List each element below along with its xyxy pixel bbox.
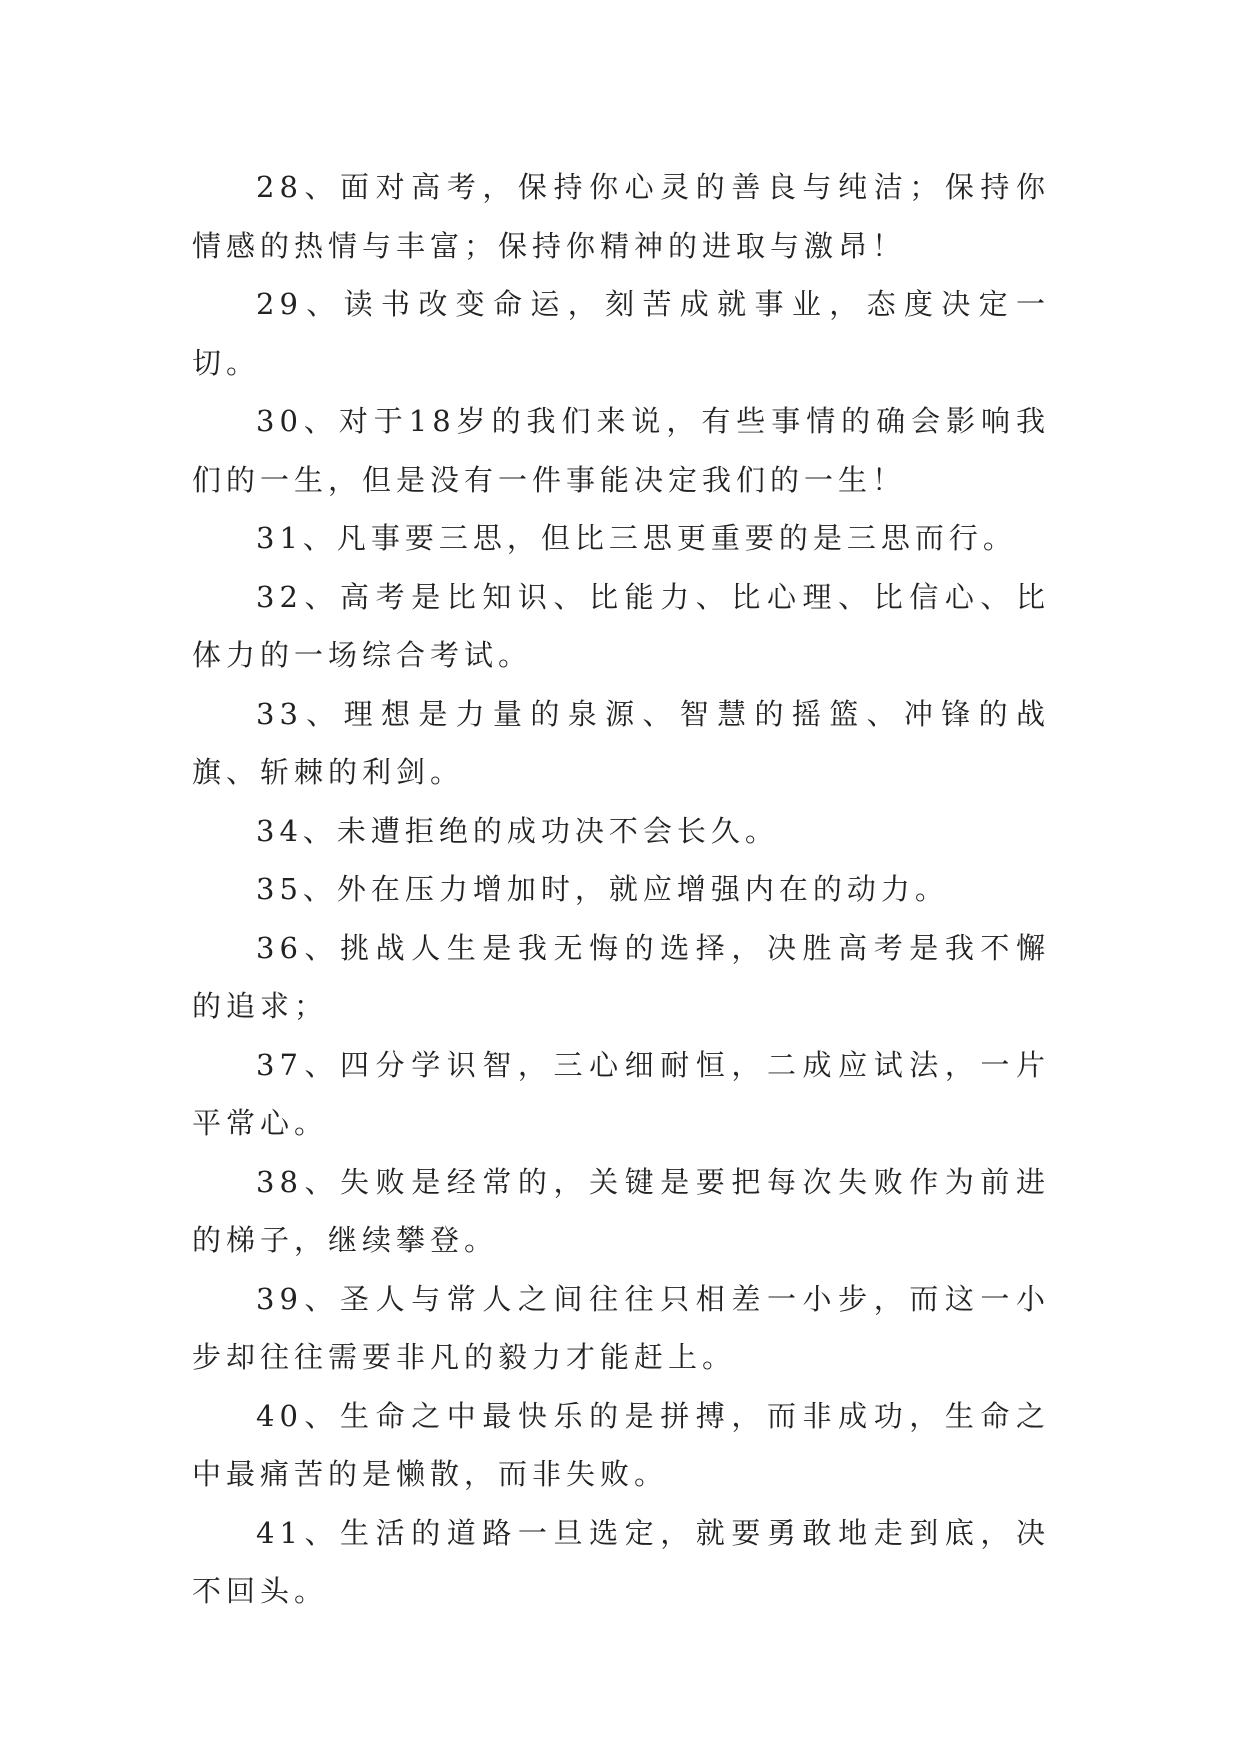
paragraph-34: 34、未遭拒绝的成功决不会长久。: [256, 813, 779, 848]
paragraph-28: 28、面对高考，保持你心灵的善良与纯洁；保持你情感的热情与丰富；保持你精神的进取与激昂！: [192, 170, 1050, 263]
paragraph-30: 30、对于18岁的我们来说，有些事情的确会影响我们的一生，但是没有一件事能决定我们的一生！: [192, 404, 1050, 497]
paragraph-35: 35、外在压力增加时，就应增强内在的动力。: [256, 872, 949, 906]
paragraph-39: 39、圣人与常人之间往往只相差一小步，而这一小步却往往需要非凡的毅力才能赶上。: [192, 1281, 1050, 1374]
document-body: [192, 158, 1050, 1621]
paragraph-37: 37、四分学识智，三心细耐恒，二成应试法，一片平常心。: [192, 1047, 1050, 1140]
paragraph-31: 31、凡事要三思，但比三思更重要的是三思而行。: [256, 521, 1017, 555]
paragraph-29: 29、读书改变命运，刻苦成就事业，态度决定一切。: [192, 287, 1050, 380]
paragraph-38: 38、失败是经常的，关键是要把每次失败作为前进的梯子，继续攀登。: [192, 1164, 1050, 1257]
paragraph-32: 32、高考是比知识、比能力、比心理、比信心、比体力的一场综合考试。: [192, 579, 1050, 672]
paragraph-41: 41、生活的道路一旦选定，就要勇敢地走到底，决不回头。: [192, 1515, 1050, 1608]
paragraph-33: 33、理想是力量的泉源、智慧的摇篮、冲锋的战旗、斩棘的利剑。: [192, 696, 1050, 789]
paragraph-40: 40、生命之中最快乐的是拼搏，而非成功，生命之中最痛苦的是懒散，而非失败。: [192, 1398, 1050, 1491]
paragraph-36: 36、挑战人生是我无悔的选择，决胜高考是我不懈的追求；: [192, 930, 1050, 1023]
